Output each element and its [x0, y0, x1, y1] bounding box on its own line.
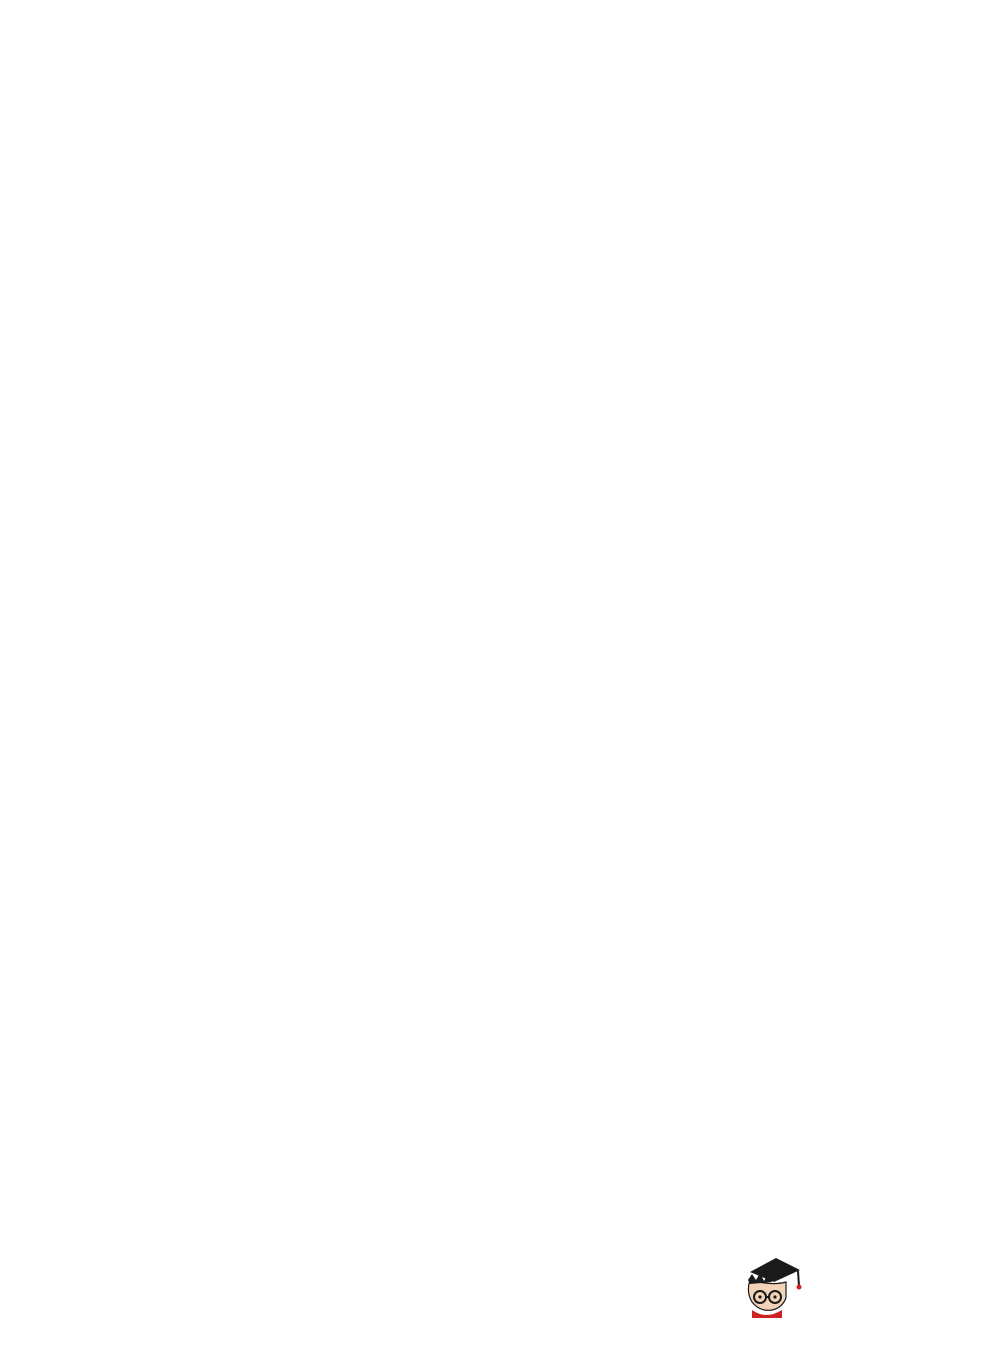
collegedunia-logo: [742, 1250, 972, 1320]
document-body: [89, 112, 889, 116]
mascot-icon: [742, 1250, 802, 1320]
